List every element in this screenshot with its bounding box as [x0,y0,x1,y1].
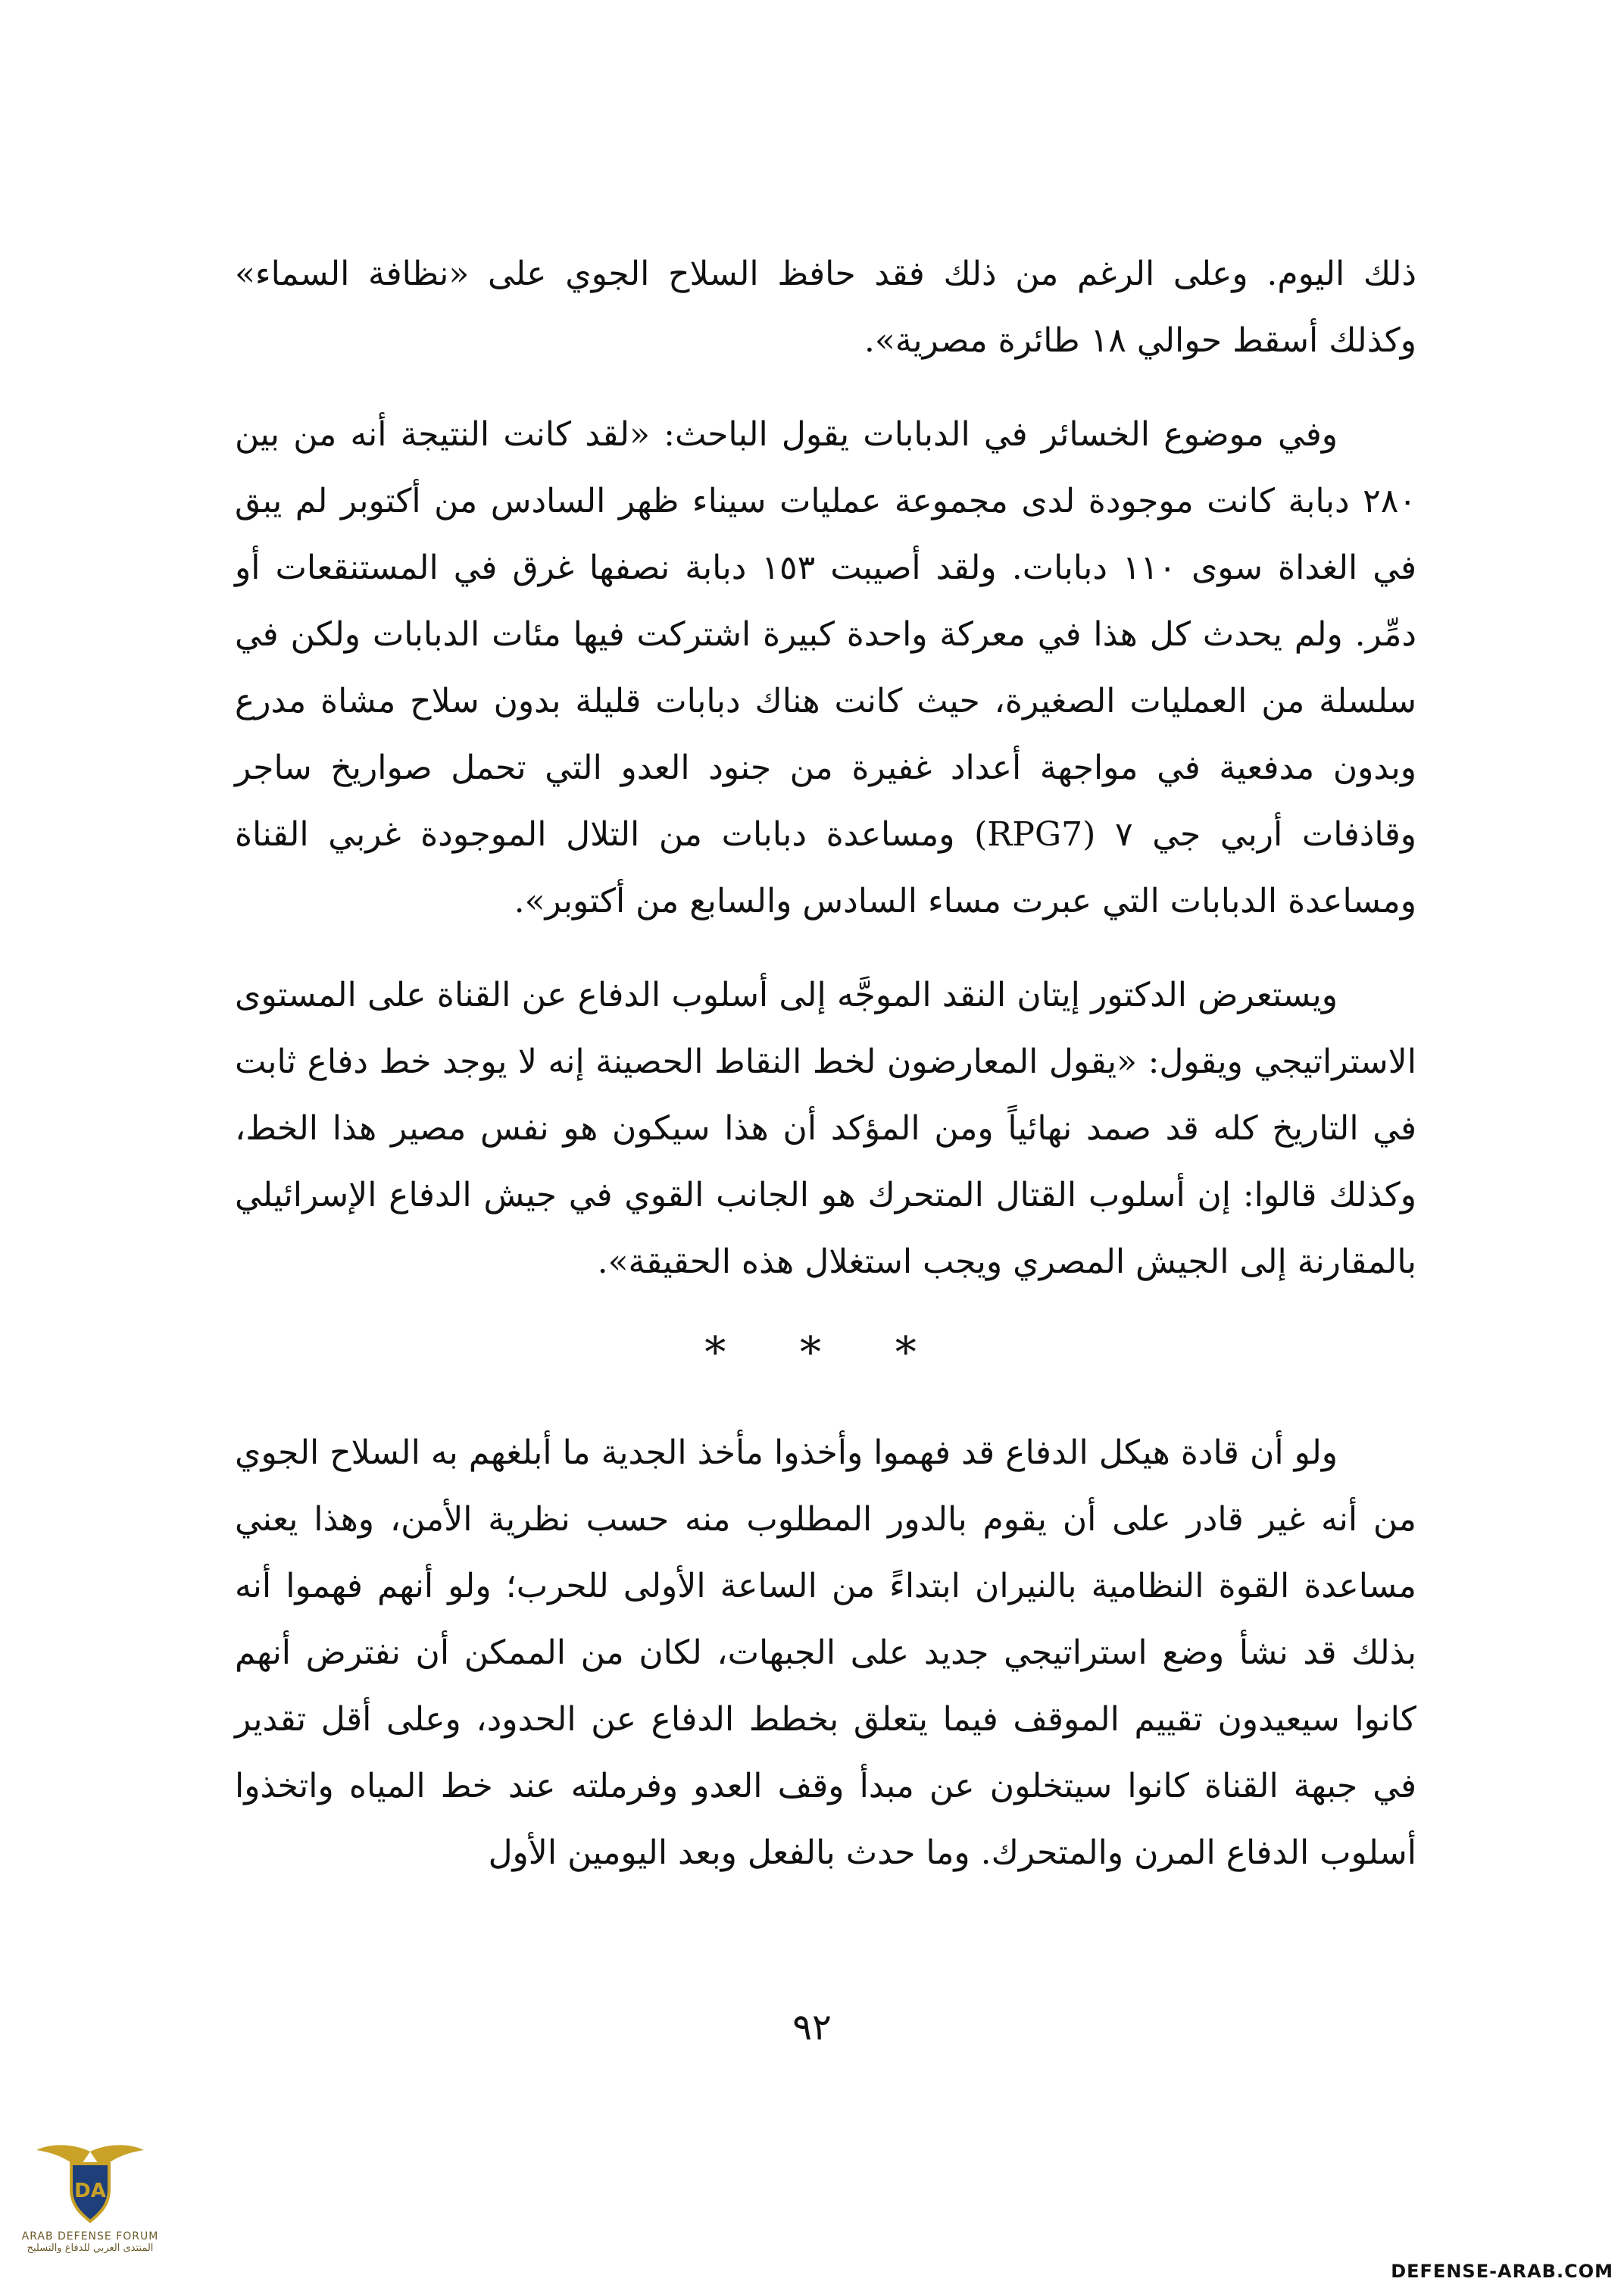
forum-logo [18,2136,162,2280]
site-watermark: DEFENSE-ARAB.COM [1391,2261,1613,2282]
logo-subtext: المنتدى العربي للدفاع والتسليح [27,2243,154,2254]
page-body [235,241,1416,1914]
svg-text:DA: DA [74,2180,106,2202]
paragraph-2: وفي موضوع الخسائر في الدبابات يقول الباحث: «لقد كانت النتيجة أنه من بين ٢٨٠ دبابة كانت موجودة لدى مجموعة عمليات سيناء ظهر السادس من أكتوبر لم يبق في الغداة سوى ١١٠ دبابات. ولقد أصيبت ١٥٣ دبابة نصفها غرق في المستنقعات أو دمِّر. ولم يحدث كل هذا في معركة واحدة كبيرة اشتركت فيها مئات الدبابات ولكن في سلسلة من العمليات الصغيرة، حيث كانت هناك دبابات قليلة بدون سلاح مشاة مدرع وبدون مدفعية في مواجهة أعداد غفيرة من جنود العدو التي تحمل صواريخ ساجر وقاذفات أربي جي ٧ (RPG7) ومساعدة دبابات من التلال الموجودة غربي القناة ومساعدة الدبابات التي عبرت مساء السادس والسابع من أكتوبر». [235,415,1417,920]
eagle-shield-icon [33,2136,147,2227]
page-number: ٩٢ [792,2006,832,2049]
section-separator: * * * [704,1328,947,1377]
paragraph-1: ذلك اليوم. وعلى الرغم من ذلك فقد حافظ السلاح الجوي على «نظافة السماء» وكذلك أسقط حوالي ١٨ طائرة مصرية». [235,255,1416,360]
logo-name: ARAB DEFENSE FORUM [21,2230,159,2243]
paragraph-4: ولو أن قادة هيكل الدفاع قد فهموا وأخذوا مأخذ الجدية ما أبلغهم به السلاح الجوي من أنه غير قادر على أن يقوم بالدور المطلوب منه حسب نظرية الأمن، وهذا يعني مساعدة القوة النظامية بالنيران ابتداءً من الساعة الأولى للحرب؛ ولو أنهم فهموا أنه بذلك قد نشأ وضع استراتيجي جديد على الجبهات، لكان من الممكن أن نفترض أنهم كانوا سيعيدون تقييم الموقف فيما يتعلق بخطط الدفاع عن الحدود، وعلى أقل تقدير في جبهة القناة كانوا سيتخلون عن مبدأ وقف العدو وفرملته عند خط المياه واتخذوا أسلوب الدفاع المرن والمتحرك. وما حدث بالفعل وبعد اليومين الأول [235,1433,1417,1872]
paragraph-3: ويستعرض الدكتور إيتان النقد الموجَّه إلى أسلوب الدفاع عن القناة على المستوى الاستراتيجي ويقول: «يقول المعارضون لخط النقاط الحصينة إنه لا يوجد خط دفاع ثابت في التاريخ كله قد صمد نهائياً ومن المؤكد أن هذا سيكون هو نفس مصير هذا الخط، وكذلك قالوا: إن أسلوب القتال المتحرك هو الجانب القوي في جيش الدفاع الإسرائيلي بالمقارنة إلى الجيش المصري ويجب استغلال هذه الحقيقة». [235,976,1416,1281]
